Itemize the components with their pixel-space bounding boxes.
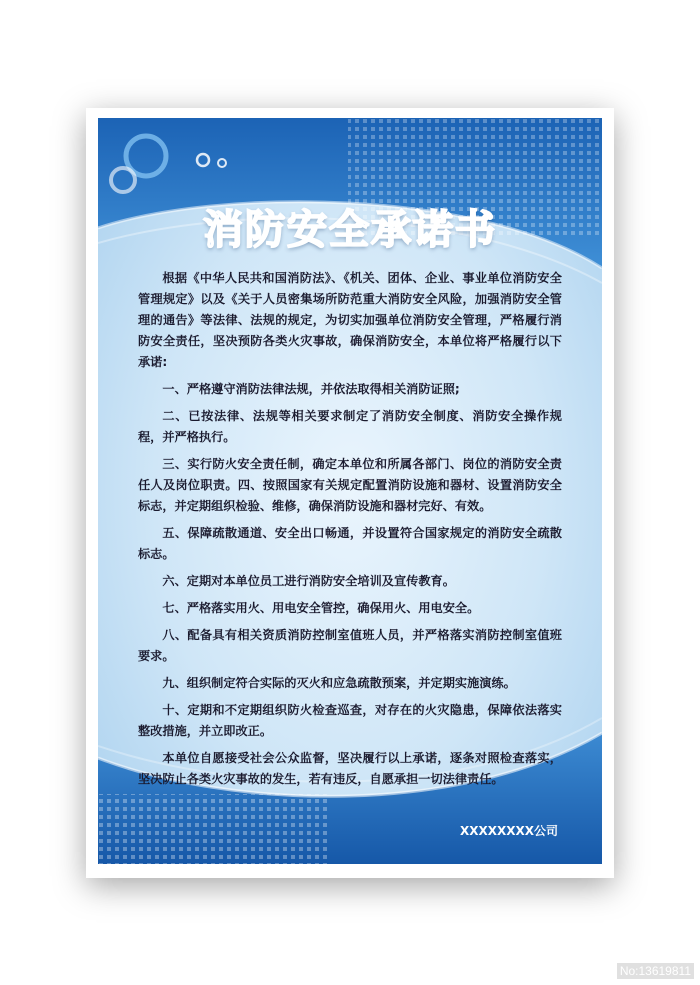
photo-id-label: No:13619811 (617, 963, 694, 979)
poster (98, 118, 602, 864)
closing-paragraph: 本单位自愿接受社会公众监督，坚决履行以上承诺，逐条对照检查落实，坚决防止各类火灾事故的发生，若有违反，自愿承担一切法律责任。 (138, 751, 562, 786)
commitment-item-1: 一、严格遵守消防法律法规，并依法取得相关消防证照; (162, 382, 460, 396)
company-name: XXXXXXXX公司 (459, 824, 558, 838)
commitment-item-10: 十、定期和不定期组织防火检查巡查，对存在的火灾隐患，保障依法落实整改措施，并立即改正。 (138, 703, 562, 738)
commitment-item-7: 七、严格落实用火、用电安全管控，确保用火、用电安全。 (162, 601, 480, 615)
commitment-item-3-4: 三、实行防火安全责任制，确定本单位和所属各部门、岗位的消防安全责任人及岗位职责。四、按照国家有关规定配置消防设施和器材、设置消防安全标志，并定期组织检验、维修，确保消防设施和器材完好、有效。 (138, 457, 562, 513)
commitment-body (138, 268, 562, 796)
commitment-item-2: 二、已按法律、法规等相关要求制定了消防安全制度、消防安全操作规程，并严格执行。 (138, 409, 562, 444)
commitment-item-8: 八、配备具有相关资质消防控制室值班人员，并严格落实消防控制室值班要求。 (138, 628, 562, 663)
commitment-item-6: 六、定期对本单位员工进行消防安全培训及宣传教育。 (162, 574, 455, 588)
commitment-item-5: 五、保障疏散通道、安全出口畅通，并设置符合国家规定的消防安全疏散标志。 (138, 526, 562, 561)
poster-title: 消防安全承诺书 (203, 207, 497, 253)
commitment-item-9: 九、组织制定符合实际的灭火和应急疏散预案，并定期实施演练。 (162, 676, 516, 690)
intro-paragraph: 根据《中华人民共和国消防法》、《机关、团体、企业、事业单位消防安全管理规定》以及《关于人员密集场所防范重大消防安全风险，加强消防安全管理的通告》等法律、法规的规定，为切实加强单位消防安全管理，严格履行消防安全责任，坚决预防各类火灾事故，确保消防安全，本单位将严格履行以下承诺: (138, 271, 562, 369)
